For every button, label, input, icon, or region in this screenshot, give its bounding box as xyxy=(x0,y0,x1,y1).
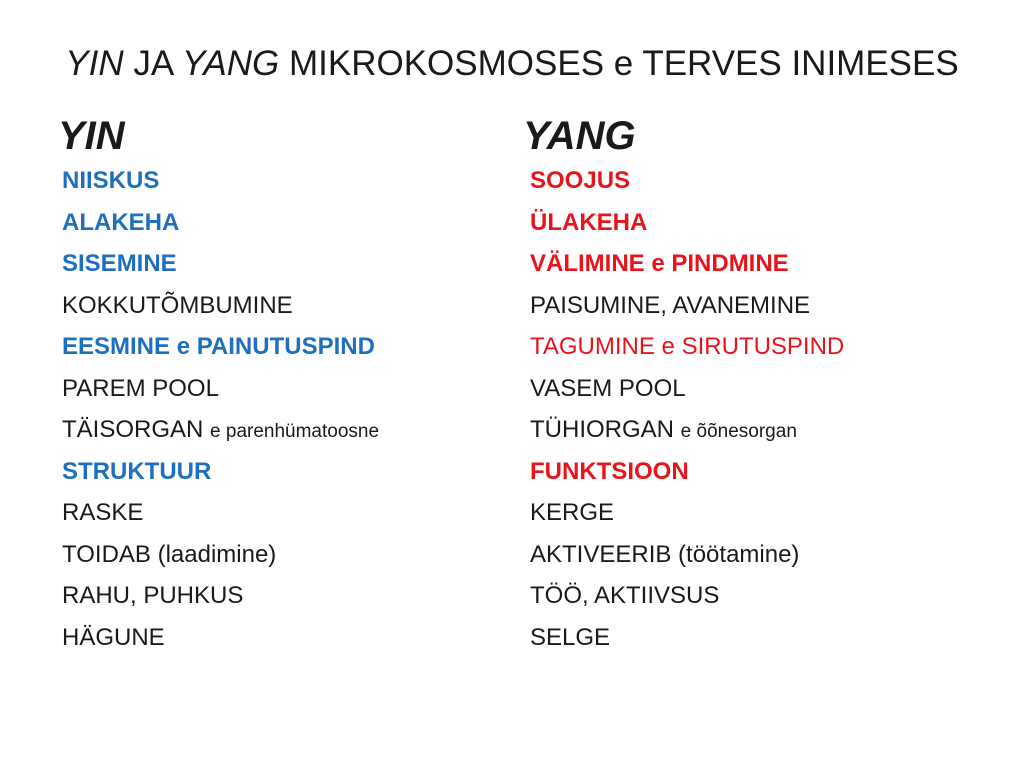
yin-item-3 xyxy=(62,243,379,285)
yin-item-text: KOKKUTÕMBUMINE xyxy=(62,291,293,319)
yang-item-text: VÄLIMINE e PINDMINE xyxy=(530,250,789,277)
yang-item-text: TAGUMINE e SIRUTUSPIND xyxy=(530,333,845,360)
yin-item-text: STRUKTUUR xyxy=(62,457,212,485)
title-yin-word: YIN xyxy=(65,44,124,83)
yin-item-8 xyxy=(62,451,379,493)
yin-item-text: TOIDAB (laadimine) xyxy=(62,540,277,568)
yang-item-6 xyxy=(530,368,844,410)
yin-item-5 xyxy=(62,326,379,368)
yin-item-10 xyxy=(62,534,379,576)
yang-item-12 xyxy=(530,617,844,659)
yin-item-text: TÄISORGAN xyxy=(62,416,211,443)
yin-item-11 xyxy=(62,575,379,617)
yin-item-text: SISEMINE xyxy=(62,250,177,277)
yin-item-text: RASKE xyxy=(62,499,144,526)
yin-item-suffix: e parenhümatoosne xyxy=(210,421,380,442)
yin-item-4 xyxy=(62,285,379,327)
yang-item-text: AKTIVEERIB (töötamine) xyxy=(530,540,800,568)
yang-item-7 xyxy=(530,409,844,451)
yang-item-3 xyxy=(530,243,844,285)
yin-item-1 xyxy=(62,160,379,202)
yin-item-7 xyxy=(62,409,379,451)
yang-item-10 xyxy=(530,534,844,576)
yang-item-9 xyxy=(530,492,844,534)
yang-item-text: TÖÖ, AKTIIVSUS xyxy=(530,582,720,609)
yang-item-suffix: e õõnesorgan xyxy=(680,421,797,442)
yin-item-text: ALAKEHA xyxy=(62,208,180,236)
title-yang-word: YANG xyxy=(182,44,280,83)
yang-item-text: SELGE xyxy=(530,623,611,651)
yin-item-text: NIISKUS xyxy=(62,167,160,194)
title-rest: MIKROKOSMOSES e TERVES INIMESES xyxy=(279,44,959,83)
yang-heading: YANG xyxy=(523,114,636,158)
slide-title xyxy=(0,42,1024,86)
yang-item-text: PAISUMINE, AVANEMINE xyxy=(530,291,811,319)
yang-item-text: KERGE xyxy=(530,499,615,526)
yang-item-4 xyxy=(530,285,844,327)
yang-item-text: SOOJUS xyxy=(530,167,631,194)
yang-item-text: ÜLAKEHA xyxy=(530,208,648,236)
yang-item-11 xyxy=(530,575,844,617)
yin-item-12 xyxy=(62,617,379,659)
yin-item-6 xyxy=(62,368,379,410)
yin-item-2 xyxy=(62,202,379,244)
yang-item-text: VASEM POOL xyxy=(530,374,686,402)
yin-item-9 xyxy=(62,492,379,534)
yin-item-text: HÄGUNE xyxy=(62,623,165,651)
yin-item-text: EESMINE e PAINUTUSPIND xyxy=(62,333,375,360)
yang-item-text: TÜHIORGAN xyxy=(530,416,681,443)
yin-list xyxy=(62,160,379,658)
title-connector: JA xyxy=(123,44,182,83)
yang-item-8 xyxy=(530,451,844,493)
yang-item-1 xyxy=(530,160,844,202)
yang-item-2 xyxy=(530,202,844,244)
yin-heading: YIN xyxy=(58,114,125,158)
yin-item-text: RAHU, PUHKUS xyxy=(62,582,244,609)
yang-item-5 xyxy=(530,326,844,368)
yang-list xyxy=(530,160,844,658)
yin-item-text: PAREM POOL xyxy=(62,374,219,402)
yang-item-text: FUNKTSIOON xyxy=(530,457,689,485)
